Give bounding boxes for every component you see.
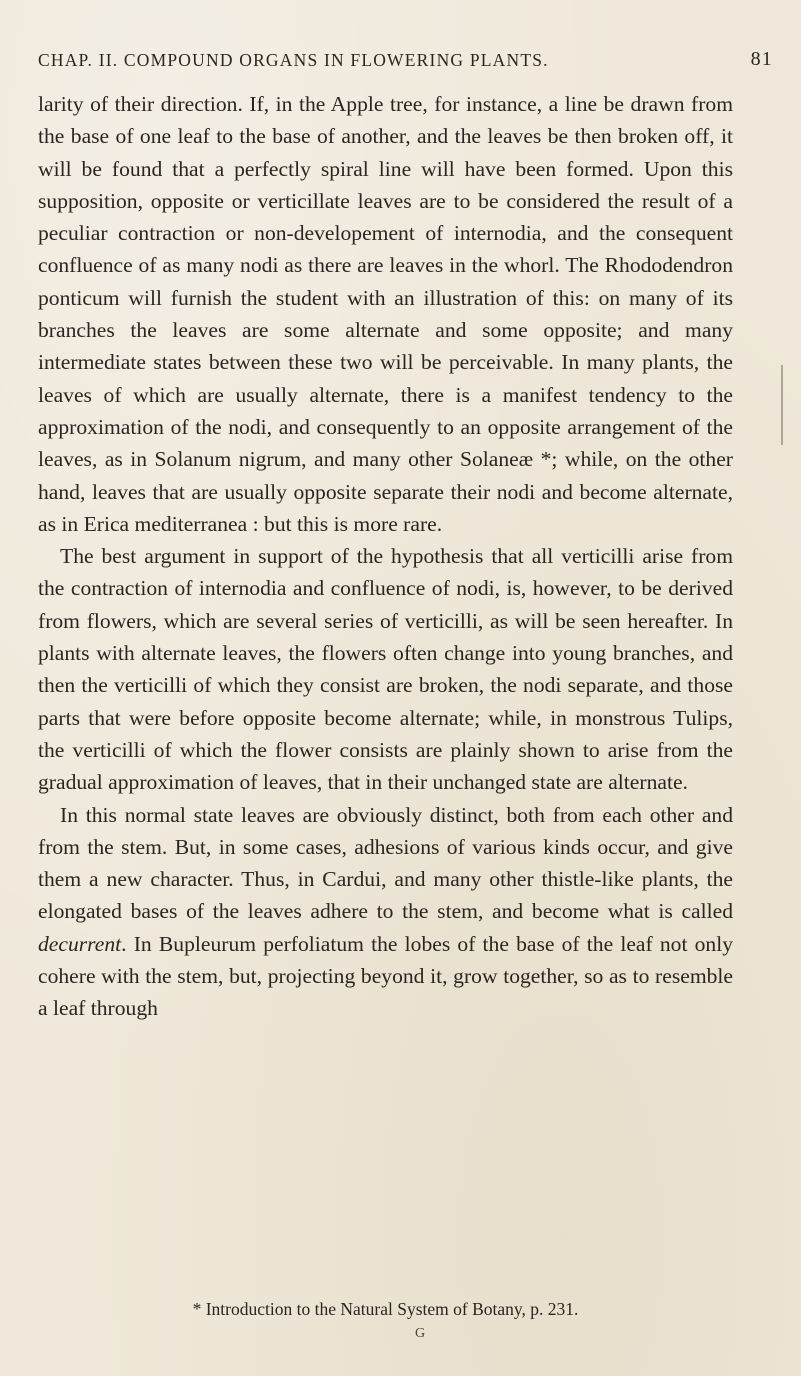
page-number: 81 [750,48,773,70]
body-text [38,88,733,1025]
footnote: * Introduction to the Natural System of Botany, p. 231. [192,1299,579,1319]
margin-pencil-mark [781,365,783,445]
paragraph-1: larity of their direction. If, in the Apple tree, for instance, a line be drawn from the base of one leaf to the base of another, and the leaves be then broken off, it will be found that a perfectly spiral line will have been formed. Upon this supposition, opposite or verticillate leaves are to be considered the result of a peculiar contraction or non-developement of internodia, and the consequent confluence of as many nodi as there are leaves in the whorl. The Rhododendron ponticum will furnish the student with an illustration of this: on many of its branches the leaves are some alternate and some opposite; and many intermediate states between these two will be perceivable. In many plants, the leaves of which are usually alternate, there is a manifest tendency to the approximation of the nodi, and consequently to an opposite arrangement of the leaves, as in Solanum nigrum, and many other Solaneæ *; while, on the other hand, leaves that are usually opposite separate their nodi and become alternate, as in Erica mediterranea : but this is more rare. [38,92,733,536]
paragraph-3-text-before: In this normal state leaves are obviously distinct, both from each other and from the stem. But, in some cases, adhesions of various kinds occur, and give them a new character. Thus, in Cardui, and many other thistle-like plants, the elongated bases of the leaves adhere to the stem, and become what is called [38,802,733,924]
italic-term-decurrent: decurrent [38,931,122,956]
running-head-title: CHAP. II. COMPOUND ORGANS IN FLOWERING PLANTS. [38,50,549,70]
signature-mark: G [415,1326,426,1341]
paragraph-3-text-after: . In Bupleurum perfoliatum the lobes of the base of the leaf not only cohere with the stem, but, projecting beyond it, grow together, so as to resemble a leaf through [38,931,733,1021]
paragraph-3 [38,799,733,1025]
running-head [38,50,773,76]
paragraph-2: The best argument in support of the hypothesis that all verticilli arise from the contraction of internodia and confluence of nodi, is, however, to be derived from flowers, which are several series of verticilli, as will be seen hereafter. In plants with alternate leaves, the flowers often change into young branches, and then the verticilli of which they consist are broken, the nodi separate, and those parts that were before opposite become alternate; while, in monstrous Tulips, the verticilli of which the flower consists are plainly shown to arise from the gradual approximation of leaves, that in their unchanged state are alternate. [38,544,733,795]
